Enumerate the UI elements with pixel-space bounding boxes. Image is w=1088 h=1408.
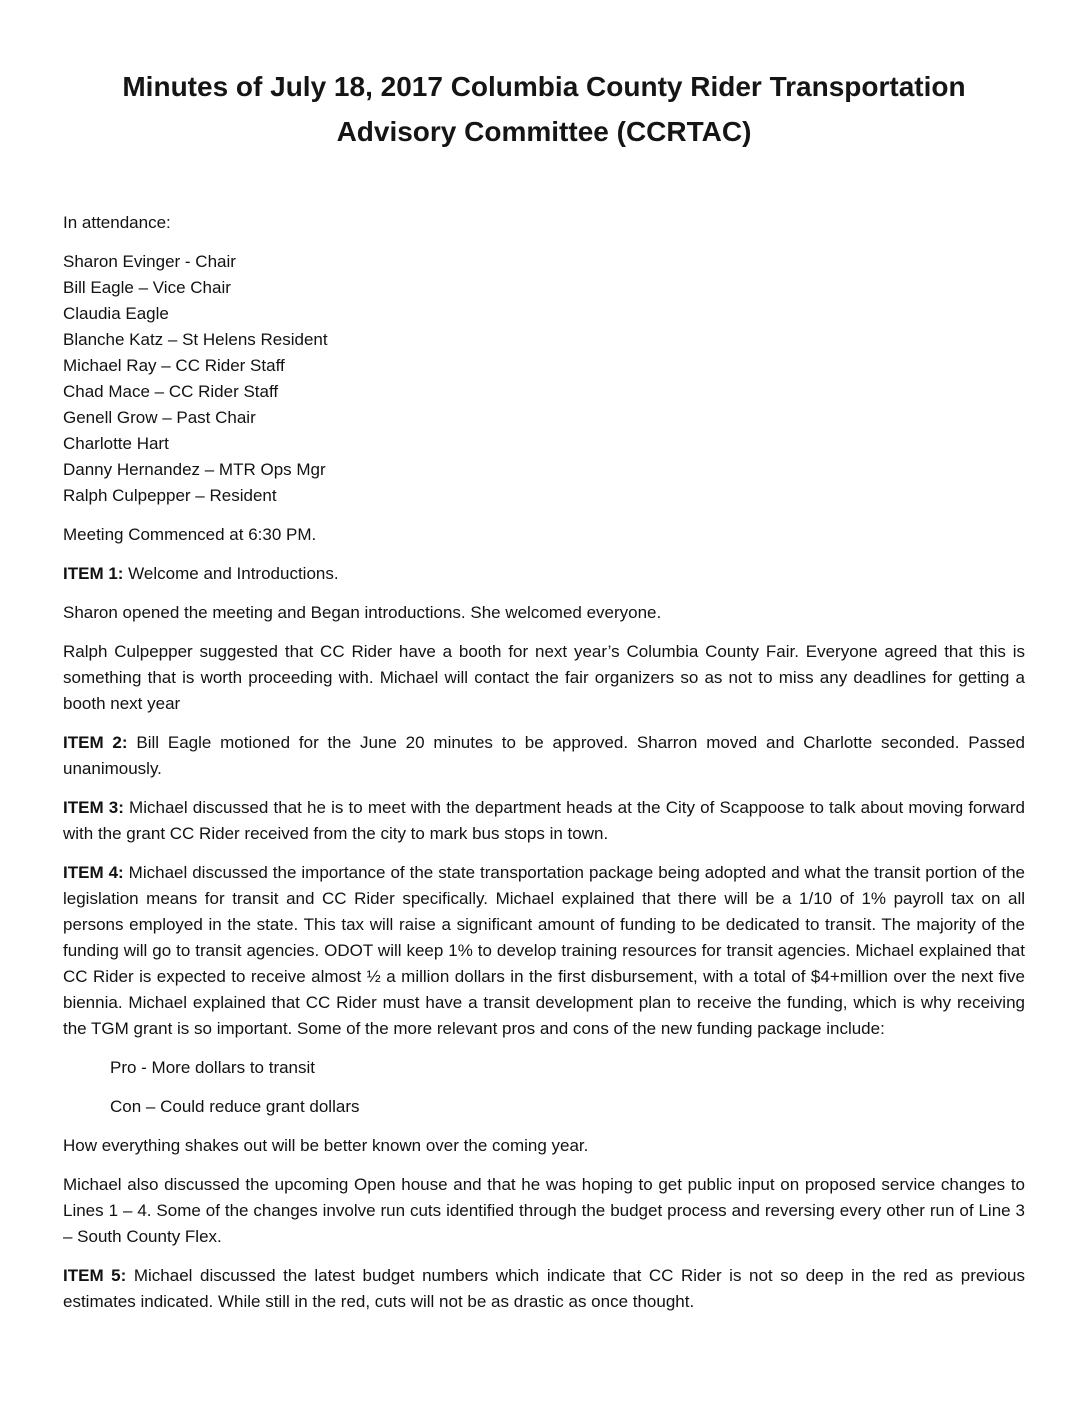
attendance-member: Sharon Evinger - Chair (63, 252, 236, 271)
attendance-list (63, 249, 1025, 509)
page-title (63, 64, 1025, 154)
item-5-paragraph (63, 1263, 1025, 1315)
item-3-text: Michael discussed that he is to meet with the department heads at the City of Scappoose to talk about moving forward with the grant CC Rider received from the city to mark bus stops in town. (63, 798, 1026, 843)
outcome-paragraph: How everything shakes out will be better known over the coming year. (63, 1136, 589, 1155)
con-line: Con – Could reduce grant dollars (110, 1097, 360, 1116)
attendance-member: Blanche Katz – St Helens Resident (63, 330, 328, 349)
item-2-label: ITEM 2: (63, 733, 128, 752)
attendance-member: Ralph Culpepper – Resident (63, 486, 277, 505)
attendance-member: Chad Mace – CC Rider Staff (63, 382, 279, 401)
page-title-line2: Advisory Committee (CCRTAC) (336, 116, 752, 147)
attendance-member: Genell Grow – Past Chair (63, 408, 256, 427)
item-5-label: ITEM 5: (63, 1266, 127, 1285)
attendance-heading: In attendance: (63, 213, 171, 232)
attendance-member: Danny Hernandez – MTR Ops Mgr (63, 460, 326, 479)
intro-paragraph: Sharon opened the meeting and Began introductions. She welcomed everyone. (63, 603, 662, 622)
item-1-text: Welcome and Introductions. (123, 564, 339, 583)
attendance-member: Bill Eagle – Vice Chair (63, 278, 231, 297)
item-5-text: Michael discussed the latest budget numbers which indicate that CC Rider is not so deep in the red as previous estimates indicated. While still in the red, cuts will not be as drastic as once thought. (63, 1266, 1025, 1311)
item-4-paragraph (63, 860, 1025, 1042)
attendance-member: Michael Ray – CC Rider Staff (63, 356, 285, 375)
open-house-paragraph: Michael also discussed the upcoming Open house and that he was hoping to get public input on proposed service changes to Lines 1 – 4. Some of the changes involve run cuts identified through the budget process and reversing every other run of Line 3 – South County Flex. (63, 1175, 1025, 1246)
item-2-paragraph (63, 730, 1025, 782)
item-3-paragraph (63, 795, 1025, 847)
fair-booth-paragraph: Ralph Culpepper suggested that CC Rider have a booth for next year’s Columbia County Fair. Everyone agreed that this is something that is worth proceeding with. Michael will contact the fair organizers so as not to miss any deadlines for getting a booth next year (63, 642, 1025, 713)
item-4-label: ITEM 4: (63, 863, 124, 882)
item-2-text: Bill Eagle motioned for the June 20 minutes to be approved. Sharron moved and Charlotte seconded. Passed unanimously. (63, 733, 1025, 778)
page-title-line1: Minutes of July 18, 2017 Columbia County Rider Transportation (122, 71, 966, 102)
item-1-paragraph (63, 561, 1025, 587)
item-3-label: ITEM 3: (63, 798, 124, 817)
pro-line: Pro - More dollars to transit (110, 1058, 316, 1077)
item-4-text: Michael discussed the importance of the state transportation package being adopted and what the transit portion of the legislation means for transit and CC Rider specifically. Michael explained that there will be a 1/10 of 1% payroll tax on all persons employed in the state. This tax will raise a significant amount of funding to be dedicated to transit. The majority of the funding will go to transit agencies. ODOT will keep 1% to develop training resources for transit agencies. Michael explained that CC Rider is expected to receive almost ½ a million dollars in the first disbursement, with a total of $4+million over the next five biennia. Michael explained that CC Rider must have a transit development plan to receive the funding, which is why receiving the TGM grant is so important. Some of the more relevant pros and cons of the new funding package include: (63, 863, 1025, 1038)
item-1-label: ITEM 1: (63, 564, 124, 583)
meeting-commenced-line: Meeting Commenced at 6:30 PM. (63, 525, 317, 544)
attendance-member: Charlotte Hart (63, 434, 169, 453)
attendance-member: Claudia Eagle (63, 304, 169, 323)
